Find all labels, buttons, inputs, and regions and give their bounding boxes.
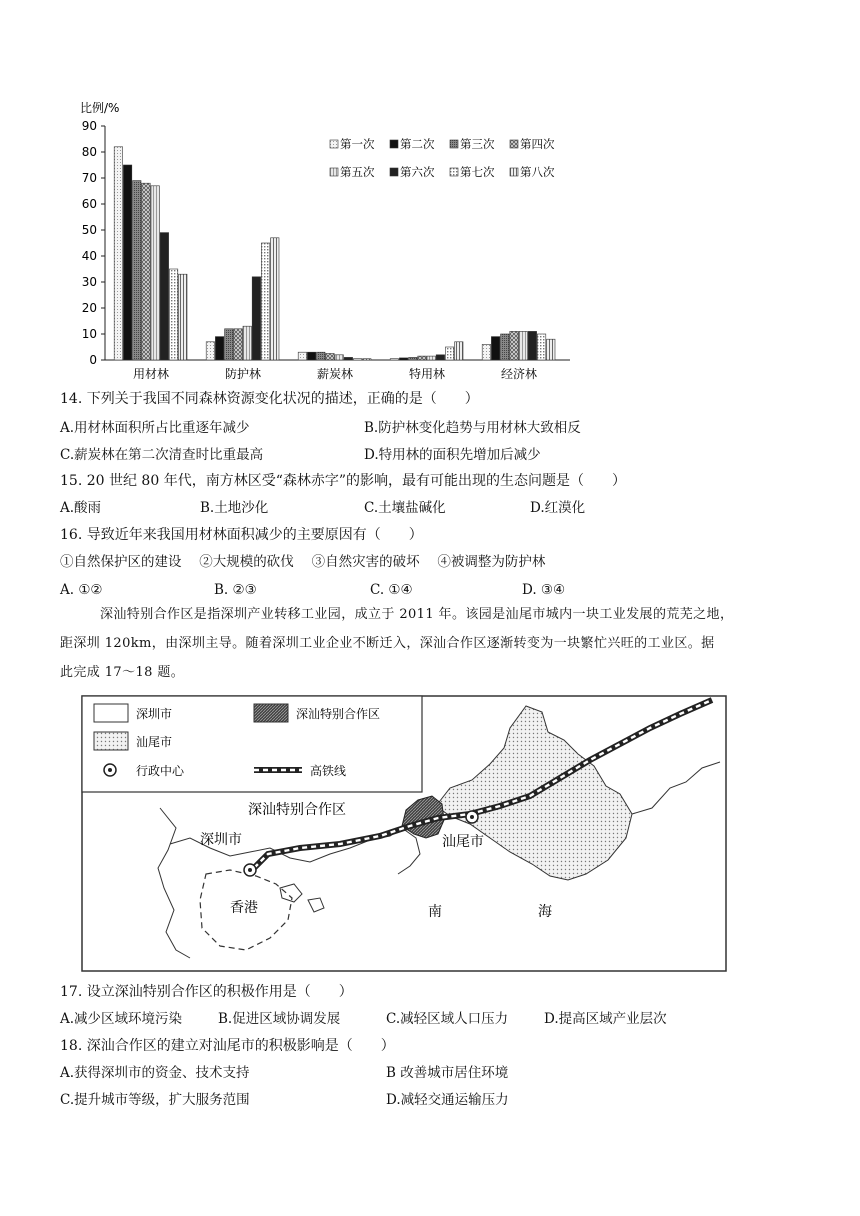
bar-4-1 <box>390 359 398 360</box>
bar-2-6 <box>252 277 260 360</box>
legend-label: 第六次 <box>400 165 435 179</box>
y-tick-label: 90 <box>81 119 97 133</box>
x-tick-label: 经济林 <box>500 367 538 381</box>
q15-option-d[interactable]: D.红漠化 <box>530 500 586 516</box>
shenshan-map <box>80 688 730 973</box>
bar-5-6 <box>528 331 536 360</box>
bar-5-3 <box>501 334 509 360</box>
bar-3-8 <box>363 359 371 360</box>
x-tick-label: 用材林 <box>132 367 170 381</box>
bar-2-2 <box>215 337 223 360</box>
q18-option-b[interactable]: B 改善城市居住环境 <box>386 1065 509 1081</box>
bar-5-5 <box>519 331 527 360</box>
legend-railway: 高铁线 <box>310 764 347 778</box>
bar-3-2 <box>307 352 315 360</box>
bar-5-4 <box>510 331 518 360</box>
legend-swatch <box>450 140 458 148</box>
legend-coop-zone: 深汕特别合作区 <box>296 707 381 721</box>
y-tick-label: 80 <box>81 145 97 159</box>
legend-swatch <box>510 168 518 176</box>
q15-option-a[interactable]: A.酸雨 <box>60 500 102 516</box>
shenzhen-admin-center-icon <box>244 864 256 876</box>
bar-5-1 <box>482 344 490 360</box>
legend-admin-center: 行政中心 <box>136 764 185 778</box>
legend-label: 第四次 <box>520 137 555 151</box>
q15-option-c[interactable]: C.土壤盐碱化 <box>364 500 446 516</box>
q18-option-c[interactable]: C.提升城市等级，扩大服务范围 <box>60 1092 250 1108</box>
bar-1-5 <box>151 186 159 360</box>
q16-items: ①自然保护区的建设 ②大规模的砍伐 ③自然灾害的破坏 ④被调整为防护林 <box>60 554 546 570</box>
legend-shanwei: 汕尾市 <box>136 735 173 749</box>
y-tick-label: 30 <box>81 275 97 289</box>
q16-option-b[interactable]: B. ②③ <box>214 582 257 598</box>
legend-label: 第二次 <box>400 137 435 151</box>
bar-2-4 <box>234 329 242 360</box>
passage-line-1: 深汕特别合作区是指深圳产业转移工业园，成立于 2011 年。该园是汕尾市城内一块工业发展的荒芜之地， <box>100 607 734 622</box>
y-tick-label: 0 <box>89 353 97 367</box>
y-tick-label: 10 <box>81 327 97 341</box>
q16-option-d[interactable]: D. ③④ <box>522 582 566 598</box>
q18-option-a[interactable]: A.获得深圳市的资金、技术支持 <box>60 1065 250 1081</box>
bar-4-3 <box>409 357 417 360</box>
bar-5-2 <box>491 337 499 360</box>
q17-option-d[interactable]: D.提高区域产业层次 <box>544 1011 667 1027</box>
x-tick-label: 防护林 <box>224 367 262 381</box>
q14-option-b[interactable]: B.防护林变化趋势与用材林大致相反 <box>364 420 581 436</box>
bar-4-4 <box>418 356 426 360</box>
y-tick-label: 40 <box>81 249 97 263</box>
q18-stem: 18. 深汕合作区的建立对汕尾市的积极影响是（ ） <box>60 1038 395 1054</box>
bar-4-2 <box>399 358 407 360</box>
q18-option-d[interactable]: D.减轻交通运输压力 <box>386 1092 509 1108</box>
passage-line-3: 此完成 17～18 题。 <box>60 665 185 680</box>
legend-label: 第一次 <box>340 137 375 151</box>
bar-3-1 <box>298 352 306 360</box>
q16-option-c[interactable]: C. ①④ <box>370 582 413 598</box>
bar-5-8 <box>547 339 555 360</box>
bar-4-5 <box>427 356 435 360</box>
y-tick-label: 70 <box>81 171 97 185</box>
q14-option-c[interactable]: C.薪炭林在第二次清查时比重最高 <box>60 447 264 463</box>
legend-shenzhen: 深圳市 <box>136 707 173 721</box>
y-tick-label: 50 <box>81 223 97 237</box>
y-tick-label: 60 <box>81 197 97 211</box>
label-shenzhen: 深圳市 <box>200 832 242 848</box>
legend-swatch <box>330 140 338 148</box>
q14-option-a[interactable]: A.用材林面积所占比重逐年减少 <box>60 420 250 436</box>
bar-1-2 <box>123 165 131 360</box>
bar-1-8 <box>179 274 187 360</box>
bar-2-1 <box>206 342 214 360</box>
x-tick-label: 薪炭林 <box>316 367 354 381</box>
legend-swatch <box>390 140 398 148</box>
bar-1-1 <box>114 147 122 360</box>
q17-option-a[interactable]: A.减少区域环境污染 <box>60 1011 183 1027</box>
bar-4-8 <box>455 342 463 360</box>
label-hongkong: 香港 <box>230 900 258 916</box>
bar-5-7 <box>537 334 545 360</box>
bar-1-3 <box>133 181 141 360</box>
bar-3-7 <box>353 359 361 360</box>
label-sea-2: 海 <box>538 904 552 920</box>
q17-option-b[interactable]: B.促进区域协调发展 <box>218 1011 341 1027</box>
bar-4-7 <box>445 347 453 360</box>
legend-label: 第七次 <box>460 165 495 179</box>
bar-1-7 <box>169 269 177 360</box>
bar-3-3 <box>317 352 325 360</box>
label-coop-zone: 深汕特别合作区 <box>248 802 346 818</box>
q14-stem: 14. 下列关于我国不同森林资源变化状况的描述，正确的是（ ） <box>60 391 479 407</box>
bar-2-5 <box>243 326 251 360</box>
bar-1-6 <box>160 233 168 360</box>
q15-stem: 15. 20 世纪 80 年代，南方林区受“森林赤字”的影响，最有可能出现的生态问题是（ ） <box>60 473 627 489</box>
q15-option-b[interactable]: B.土地沙化 <box>200 500 269 516</box>
bar-2-3 <box>225 329 233 360</box>
shanwei-admin-center-icon <box>466 811 478 823</box>
y-tick-label: 20 <box>81 301 97 315</box>
legend-label: 第八次 <box>520 165 555 179</box>
bar-2-7 <box>261 243 269 360</box>
label-sea-1: 南 <box>428 904 442 920</box>
q16-option-a[interactable]: A. ①② <box>60 582 103 598</box>
bar-1-4 <box>142 183 150 360</box>
q16-stem: 16. 导致近年来我国用材林面积减少的主要原因有（ ） <box>60 527 423 543</box>
bar-3-5 <box>335 355 343 360</box>
bar-2-8 <box>271 238 279 360</box>
legend-swatch <box>390 168 398 176</box>
legend-label: 第三次 <box>460 137 495 151</box>
map-legend <box>82 696 422 792</box>
bar-3-4 <box>326 354 334 361</box>
legend-label: 第五次 <box>340 165 375 179</box>
legend-swatch <box>510 140 518 148</box>
bar-3-6 <box>344 357 352 360</box>
q17-option-c[interactable]: C.减轻区域人口压力 <box>386 1011 509 1027</box>
label-shanwei: 汕尾市 <box>442 834 484 850</box>
legend-swatch <box>330 168 338 176</box>
bar-4-6 <box>436 355 444 360</box>
x-tick-label: 特用林 <box>408 367 446 381</box>
passage-line-2: 距深圳 120km，由深圳主导。随着深圳工业企业不断迁入，深汕合作区逐渐转变为一块繁忙兴旺的工业区。据 <box>60 636 715 651</box>
legend-swatch <box>450 168 458 176</box>
forest-bar-chart <box>60 96 580 386</box>
q17-stem: 17. 设立深汕特别合作区的积极作用是（ ） <box>60 984 353 1000</box>
y-axis-title: 比例/% <box>80 101 120 115</box>
q14-option-d[interactable]: D.特用林的面积先增加后减少 <box>364 447 541 463</box>
